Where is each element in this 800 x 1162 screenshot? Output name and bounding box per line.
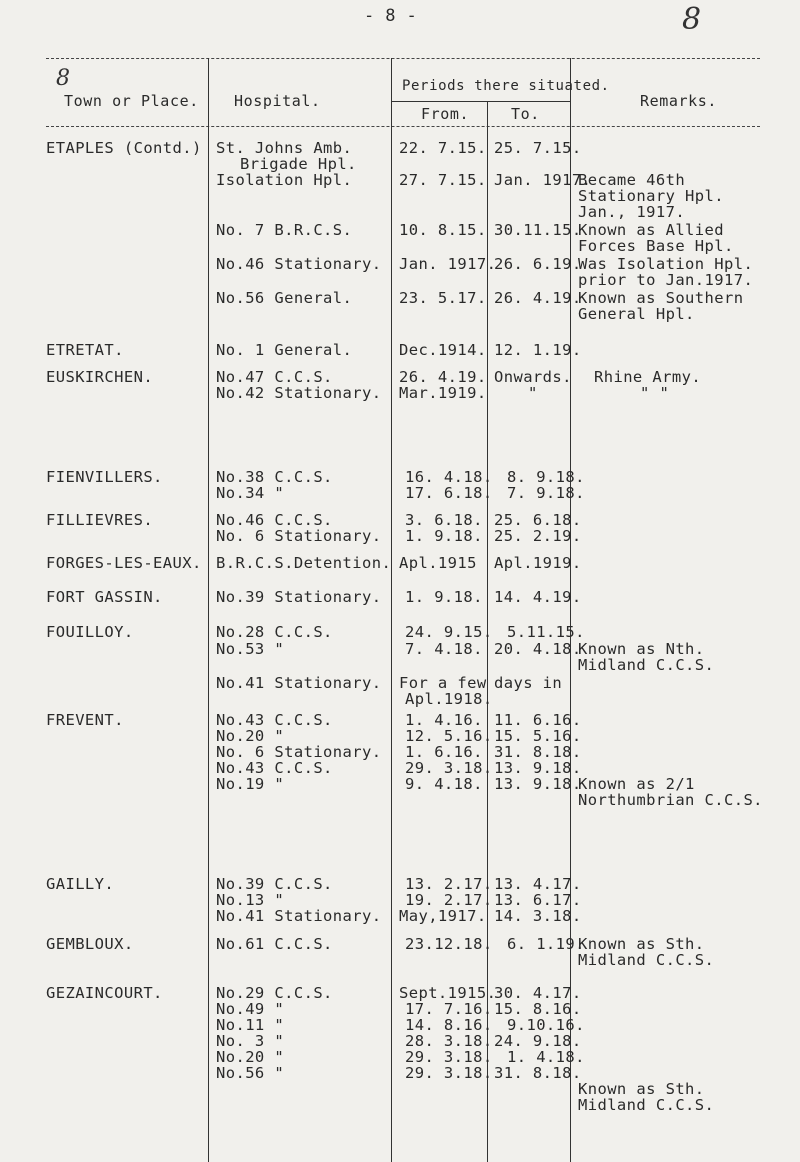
from-cell: 1. 9.18.	[405, 588, 483, 606]
hospital-cell: No.56 "	[216, 1064, 285, 1082]
to-cell: 13. 4.17.	[494, 875, 582, 893]
from-cell: 1. 6.16.	[405, 743, 483, 761]
hospital-cell: No. 3 "	[216, 1032, 285, 1050]
remarks-cell: Midland C.C.S.	[578, 951, 715, 969]
hospital-cell: No. 6 Stationary.	[216, 743, 382, 761]
hospital-cell: No.39 C.C.S.	[216, 875, 333, 893]
from-cell: 29. 3.18.	[405, 759, 493, 777]
from-cell: Jan. 1917.	[399, 255, 497, 273]
hospital-cell: No.53 "	[216, 640, 285, 658]
hospital-cell: No.20 "	[216, 727, 285, 745]
from-cell: 22. 7.15.	[399, 139, 487, 157]
remarks-cell: prior to Jan.1917.	[578, 271, 754, 289]
header-rule	[46, 126, 760, 127]
town-name: FOUILLOY.	[46, 623, 134, 641]
to-cell: 24. 9.18.	[494, 1032, 582, 1050]
from-cell: 28. 3.18.	[405, 1032, 493, 1050]
to-cell: 26. 6.19.	[494, 255, 582, 273]
from-cell: 13. 2.17.	[405, 875, 493, 893]
from-cell: 14. 8.16.	[405, 1016, 493, 1034]
from-cell: 1. 9.18.	[405, 527, 483, 545]
remarks-cell: Known as Allied	[578, 221, 724, 239]
from-cell: Dec.1914.	[399, 341, 487, 359]
town-name: ETAPLES (Contd.)	[46, 139, 202, 157]
to-cell: Jan. 1917.	[494, 171, 592, 189]
from-cell: For a few	[399, 674, 487, 692]
town-name: FREVENT.	[46, 711, 124, 729]
to-cell: 14. 3.18.	[494, 907, 582, 925]
remarks-cell: Known as 2/1	[578, 775, 695, 793]
from-cell: 17. 6.18.	[405, 484, 493, 502]
periods-rule	[391, 101, 570, 102]
header-remarks: Remarks.	[640, 92, 718, 110]
to-cell: 25. 2.19.	[494, 527, 582, 545]
header-periods: Periods there situated.	[402, 78, 610, 94]
from-cell: 27. 7.15.	[399, 171, 487, 189]
from-cell: 17. 7.16.	[405, 1000, 493, 1018]
hospital-cell: Isolation Hpl.	[216, 171, 353, 189]
from-cell: 24. 9.15.	[405, 623, 493, 641]
town-name: ETRETAT.	[46, 341, 124, 359]
from-cell: 19. 2.17.	[405, 891, 493, 909]
to-cell: Apl.1919.	[494, 554, 582, 572]
town-name: EUSKIRCHEN.	[46, 368, 154, 386]
hospital-cell: No.11 "	[216, 1016, 285, 1034]
to-cell: 13. 6.17.	[494, 891, 582, 909]
town-name: GAILLY.	[46, 875, 115, 893]
to-cell: 30.11.15.	[494, 221, 582, 239]
to-cell: 14. 4.19.	[494, 588, 582, 606]
corner-handwritten-mark: 8	[56, 66, 70, 91]
remarks-cell: Was Isolation Hpl.	[578, 255, 754, 273]
hospital-cell: No.34 "	[216, 484, 285, 502]
to-cell: 20. 4.18.	[494, 640, 582, 658]
hospital-cell: No.38 C.C.S.	[216, 468, 333, 486]
remarks-cell: Jan., 1917.	[578, 203, 686, 221]
remarks-cell: Known as Sth.	[578, 1080, 705, 1098]
hospital-cell: No.29 C.C.S.	[216, 984, 333, 1002]
remarks-cell: Became 46th	[578, 171, 686, 189]
remarks-cell: Known as Southern	[578, 289, 744, 307]
from-cell: 1. 4.16.	[405, 711, 483, 729]
to-cell: 25. 6.18.	[494, 511, 582, 529]
to-cell: 12. 1.19.	[494, 341, 582, 359]
from-cell: Mar.1919.	[399, 384, 487, 402]
from-cell: 23. 5.17.	[399, 289, 487, 307]
remarks-cell: Midland C.C.S.	[578, 1096, 715, 1114]
to-cell: 31. 8.18.	[494, 743, 582, 761]
from-cell: 16. 4.18.	[405, 468, 493, 486]
hospital-cell: No. 1 General.	[216, 341, 353, 359]
from-cell: 26. 4.19.	[399, 368, 487, 386]
hospital-cell: No.41 Stationary.	[216, 674, 382, 692]
column-divider-2	[391, 58, 392, 1162]
remarks-cell: Midland C.C.S.	[578, 656, 715, 674]
from-cell: Apl.1918.	[405, 690, 493, 708]
remarks-cell: Stationary Hpl.	[578, 187, 724, 205]
hospital-cell: No.56 General.	[216, 289, 353, 307]
header-hospital: Hospital.	[234, 92, 321, 110]
hospital-cell: No. 7 B.R.C.S.	[216, 221, 353, 239]
hospital-cell: No.43 C.C.S.	[216, 759, 333, 777]
town-name: FORGES-LES-EAUX.	[46, 554, 202, 572]
to-cell: 5.11.15.	[507, 623, 585, 641]
town-name: FIENVILLERS.	[46, 468, 163, 486]
town-name: GEMBLOUX.	[46, 935, 134, 953]
to-cell: 31. 8.18.	[494, 1064, 582, 1082]
to-cell: 11. 6.16.	[494, 711, 582, 729]
to-cell: 25. 7.15.	[494, 139, 582, 157]
from-cell: 10. 8.15.	[399, 221, 487, 239]
from-cell: Sept.1915.	[399, 984, 497, 1002]
hospital-cell: No.39 Stationary.	[216, 588, 382, 606]
hospital-cell: No.42 Stationary.	[216, 384, 382, 402]
hospital-cell: No.13 "	[216, 891, 285, 909]
remarks-cell: Rhine Army.	[594, 368, 702, 386]
handwritten-page-number: 8	[682, 2, 702, 37]
hospital-cell: No. 6 Stationary.	[216, 527, 382, 545]
remarks-cell: General Hpl.	[578, 305, 695, 323]
remarks-cell: " "	[640, 384, 670, 402]
hospital-cell: No.41 Stationary.	[216, 907, 382, 925]
from-cell: 7. 4.18.	[405, 640, 483, 658]
hospital-cell: No.20 "	[216, 1048, 285, 1066]
to-cell: 26. 4.19.	[494, 289, 582, 307]
to-cell: 15. 5.16.	[494, 727, 582, 745]
header-to: To.	[511, 105, 540, 123]
town-name: FILLIEVRES.	[46, 511, 154, 529]
remarks-cell: Known as Nth.	[578, 640, 705, 658]
hospital-cell: No.46 C.C.S.	[216, 511, 333, 529]
to-cell: 8. 9.18.	[507, 468, 585, 486]
hospital-cell: No.47 C.C.S.	[216, 368, 333, 386]
to-cell: 7. 9.18.	[507, 484, 585, 502]
town-name: FORT GASSIN.	[46, 588, 163, 606]
to-cell: days in	[494, 674, 563, 692]
hospital-cell: Brigade Hpl.	[240, 155, 357, 173]
to-cell: 13. 9.18.	[494, 759, 582, 777]
top-rule	[46, 58, 760, 59]
to-cell: 15. 8.16.	[494, 1000, 582, 1018]
hospital-cell: No.28 C.C.S.	[216, 623, 333, 641]
to-cell: "	[528, 384, 538, 402]
remarks-cell: Forces Base Hpl.	[578, 237, 734, 255]
column-divider-1	[208, 58, 209, 1162]
hospital-cell: No.49 "	[216, 1000, 285, 1018]
from-cell: 23.12.18.	[405, 935, 493, 953]
remarks-cell: Known as Sth.	[578, 935, 705, 953]
hospital-cell: St. Johns Amb.	[216, 139, 353, 157]
from-cell: 3. 6.18.	[405, 511, 483, 529]
from-cell: 29. 3.18.	[405, 1064, 493, 1082]
town-name: GEZAINCOURT.	[46, 984, 163, 1002]
hospital-cell: No.19 "	[216, 775, 285, 793]
to-cell: 6. 1.19.	[507, 935, 585, 953]
header-town: Town or Place.	[64, 92, 199, 110]
to-cell: 13. 9.18.	[494, 775, 582, 793]
hospital-cell: No.61 C.C.S.	[216, 935, 333, 953]
to-cell: 30. 4.17.	[494, 984, 582, 1002]
to-cell: 9.10.16.	[507, 1016, 585, 1034]
from-cell: Apl.1915	[399, 554, 477, 572]
to-cell: 1. 4.18.	[507, 1048, 585, 1066]
page-number: - 8 -	[364, 6, 418, 26]
remarks-cell: Northumbrian C.C.S.	[578, 791, 763, 809]
from-cell: May,1917.	[399, 907, 487, 925]
hospital-cell: B.R.C.S.Detention.	[216, 554, 392, 572]
hospital-cell: No.43 C.C.S.	[216, 711, 333, 729]
header-from: From.	[421, 105, 470, 123]
from-cell: 12. 5.16.	[405, 727, 493, 745]
hospital-cell: No.46 Stationary.	[216, 255, 382, 273]
to-cell: Onwards.	[494, 368, 572, 386]
from-cell: 9. 4.18.	[405, 775, 483, 793]
from-cell: 29. 3.18.	[405, 1048, 493, 1066]
